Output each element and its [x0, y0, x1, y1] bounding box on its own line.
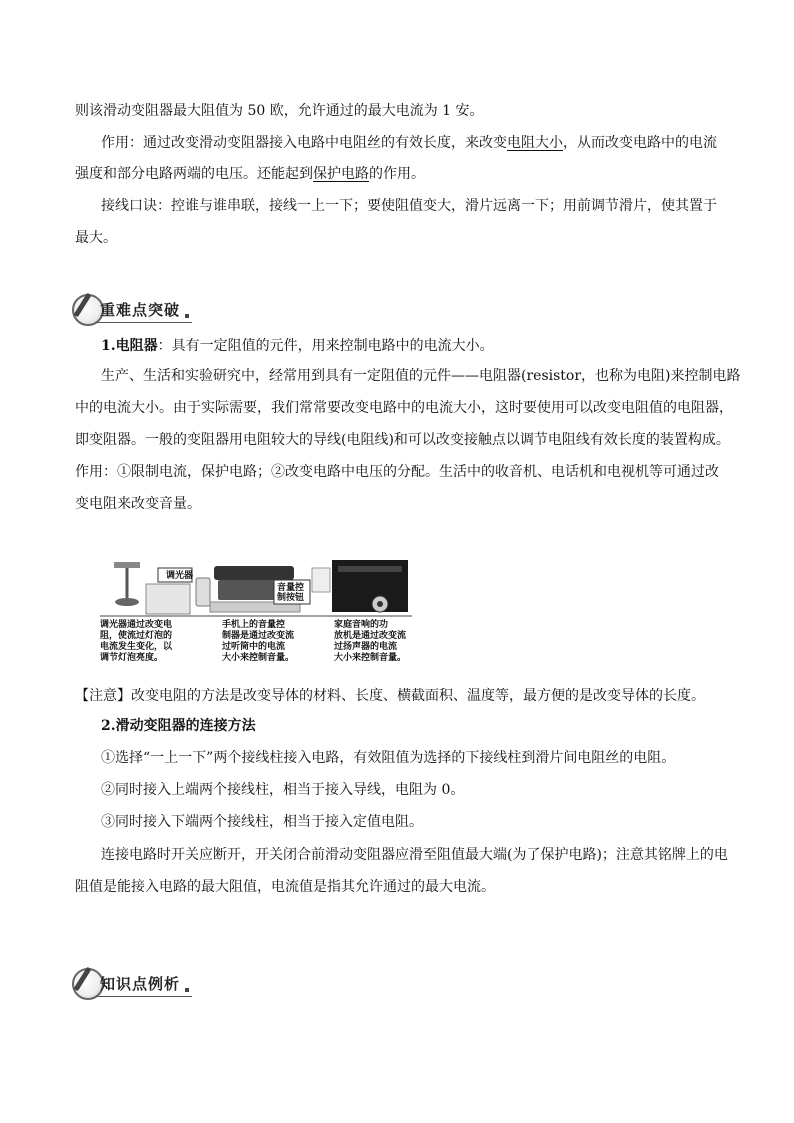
connection-item-3: ③同时接入下端两个接线柱，相当于接入定值电阻。 — [101, 814, 423, 830]
header-underline — [96, 996, 192, 997]
appliance-figure — [100, 558, 412, 670]
resistor-term: 1.电阻器 — [101, 338, 158, 354]
note-bracket: 【注意】 — [75, 688, 131, 704]
wiring-mnemonic: 接线口诀：控谁与谁串联，接线一上一下；要使阻值变大，滑片远离一下；用前调节滑片，使其置于 — [101, 198, 717, 214]
caption-amplifier: 家庭音响的功 放机是通过改变流 过扬声器的电流 大小来控制音量。 — [334, 620, 407, 663]
effect-cont-text-b: 的作用。 — [369, 166, 425, 182]
resistor-paragraph-line-2: 中的电流大小。由于实际需要，我们常常要改变电路中的电流大小，这时要使用可以改变电阻值的电阻器， — [75, 400, 733, 416]
underlined-resistance-size: 电阻大小 — [507, 135, 563, 151]
connection-item-1: ①选择“一上一下”两个接线柱接入电路，有效阻值为选择的下接线柱到滑片间电阻丝的电阻。 — [101, 750, 676, 766]
caption-dimmer: 调光器通过改变电 阻，使流过灯泡的 电流发生变化，以 调节灯泡亮度。 — [100, 620, 173, 663]
caption-phone: 手机上的音量控 制器是通过改变流 过听筒中的电流 大小来控制音量。 — [222, 620, 295, 663]
effect-text-a: 作用：通过改变滑动变阻器接入电路中电阻丝的有效长度，来改变 — [101, 135, 507, 151]
section-header-examples — [72, 968, 202, 1000]
section-title: 知识点例析 — [100, 975, 181, 993]
resistor-definition-text: ：具有一定阻值的元件，用来控制电路中的电流大小。 — [157, 338, 494, 354]
wiring-mnemonic-cont: 最大。 — [75, 230, 117, 246]
effect-text-b: ，从而改变电路中的电流 — [563, 135, 717, 151]
resistor-paragraph-line-3: 即变阻器。一般的变阻器用电阻较大的导线(电阻线)和可以改变接触点以调节电阻线有效长度的装置构成。 — [75, 432, 730, 448]
intro-line-1: 则该滑动变阻器最大阻值为 50 欧，允许通过的最大电流为 1 安。 — [75, 103, 484, 119]
volume-button-label: 音量控 制按钮 — [277, 583, 305, 603]
resistor-definition — [101, 336, 724, 356]
connection-item-2: ②同时接入上端两个接线柱，相当于接入导线，电阻为 0。 — [101, 782, 465, 798]
header-square-decor — [185, 314, 189, 318]
section-header-key-points — [72, 294, 202, 326]
header-underline — [96, 322, 192, 323]
sliding-rheostat-heading: 2.滑动变阻器的连接方法 — [101, 718, 256, 734]
intro-paragraph-effect — [101, 133, 724, 153]
section-title: 重难点突破 — [100, 301, 181, 319]
header-square-decor — [185, 988, 189, 992]
dimmer-label: 调光器 — [166, 571, 194, 581]
resistor-paragraph-line-1: 生产、生活和实验研究中，经常用到具有一定阻值的元件——电阻器(resistor，也称为电阻)来控制电路 — [101, 368, 741, 384]
connection-paragraph-line-2: 阻值是能接入电路的最大阻值，电流值是指其允许通过的最大电流。 — [75, 879, 495, 895]
note-text: 改变电阻的方法是改变导体的材料、长度、横截面积、温度等，最方便的是改变导体的长度。 — [131, 688, 705, 704]
connection-paragraph-line-1: 连接电路时开关应断开，开关闭合前滑动变阻器应滑至阻值最大端(为了保护电路)；注意其铭牌上的电 — [101, 847, 728, 863]
effect-cont-text-a: 强度和部分电路两端的电压。还能起到 — [75, 166, 313, 182]
intro-paragraph-effect-cont — [75, 164, 724, 184]
note-line — [75, 686, 724, 706]
resistor-paragraph-line-4: 作用：①限制电流，保护电路；②改变电路中电压的分配。生活中的收音机、电话机和电视机等可通过改 — [75, 464, 719, 480]
resistor-paragraph-line-5: 变电阻来改变音量。 — [75, 496, 201, 512]
underlined-protect-circuit: 保护电路 — [313, 166, 369, 182]
